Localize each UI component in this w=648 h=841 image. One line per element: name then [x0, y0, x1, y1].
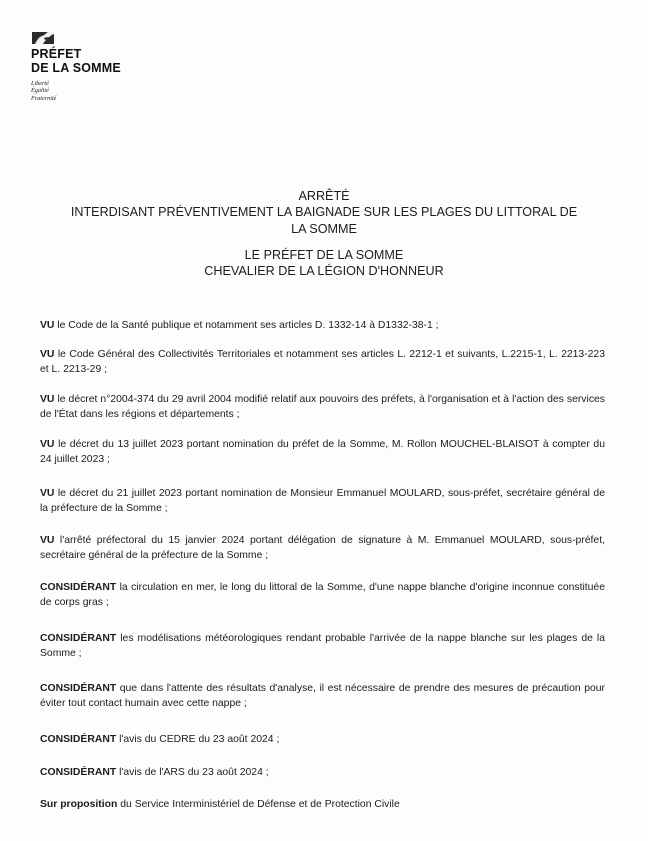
- clause-keyword: VU: [40, 535, 55, 546]
- title-arrete: ARRÊTÉ: [298, 189, 350, 203]
- clause-considerant-modelisations: [40, 631, 605, 661]
- clause-keyword: VU: [40, 320, 55, 331]
- clause-vu-nomination-prefet: [40, 437, 605, 467]
- clause-text: l'avis du CEDRE du 23 août 2024 ;: [116, 734, 280, 745]
- clause-considerant-precaution: [40, 681, 605, 711]
- clause-vu-nomination-sous-prefet: [40, 486, 605, 516]
- clause-text: le décret n°2004-374 du 29 avril 2004 modifié relatif aux pouvoirs des préfets, à l'organisation et à l'action des services de l'État dans les régions et départements ;: [40, 394, 605, 421]
- clause-text: du Service Interministériel de Défense et de Protection Civile: [117, 799, 400, 810]
- clause-keyword: VU: [40, 349, 55, 360]
- prefet-line-2: DE LA SOMME: [31, 61, 121, 75]
- clause-keyword: CONSIDÉRANT: [40, 582, 117, 593]
- title-subject-line-1: INTERDISANT PRÉVENTIVEMENT LA BAIGNADE SUR LES PLAGES DU LITTORAL DE: [70, 205, 578, 220]
- clause-vu-decret-2004: [40, 392, 605, 422]
- clause-vu-delegation-signature: [40, 533, 605, 563]
- title-subject-line-2: LA SOMME: [291, 221, 357, 236]
- clause-keyword: VU: [40, 439, 55, 450]
- title-prefet: LE PRÉFET DE LA SOMME: [244, 247, 404, 262]
- republic-motto: [31, 80, 171, 102]
- prefet-line-1: PRÉFET: [31, 47, 82, 61]
- clause-text: l'avis de l'ARS du 23 août 2024 ;: [116, 767, 269, 778]
- clause-keyword: CONSIDÉRANT: [40, 767, 117, 778]
- clause-considerant-cedre: [40, 732, 605, 747]
- letterhead: [31, 32, 171, 102]
- clause-vu-cgct: [40, 347, 605, 377]
- clause-keyword: VU: [40, 394, 55, 405]
- clause-text: que dans l'attente des résultats d'analyse, il est nécessaire de prendre des mesures de précaution pour éviter tout contact humain avec cette nappe ;: [40, 683, 605, 710]
- title-legion-honneur: CHEVALIER DE LA LÉGION D'HONNEUR: [204, 264, 444, 279]
- clause-text: le Code de la Santé publique et notamment ses articles D. 1332-14 à D1332-38-1 ;: [54, 320, 439, 331]
- clause-keyword: CONSIDÉRANT: [40, 734, 117, 745]
- clause-text: les modélisations météorologiques rendant probable l'arrivée de la nappe blanche sur les plages de la Somme ;: [40, 633, 605, 660]
- clause-considerant-nappe: [40, 580, 605, 610]
- marianne-logo-icon: [32, 32, 54, 44]
- prefecture-name: [31, 47, 171, 75]
- clause-text: la circulation en mer, le long du littoral de la Somme, d'une nappe blanche d'origine inconnue constituée de corps gras ;: [40, 582, 605, 609]
- clause-text: l'arrêté préfectoral du 15 janvier 2024 portant délégation de signature à M. Emmanuel MOULARD, sous-préfet, secrétaire général de la préfecture de la Somme ;: [40, 535, 605, 562]
- clause-keyword: VU: [40, 488, 55, 499]
- clause-text: le décret du 21 juillet 2023 portant nomination de Monsieur Emmanuel MOULARD, sous-préfet, secrétaire général de la préfecture de la Somme ;: [40, 488, 605, 515]
- decree-title: [0, 188, 648, 279]
- motto-liberte: Liberté: [31, 80, 49, 87]
- clause-text: le décret du 13 juillet 2023 portant nomination du préfet de la Somme, M. Rollon MOUCHEL-BLAISOT à compter du 24 juillet 2023 ;: [40, 439, 605, 466]
- clause-keyword: CONSIDÉRANT: [40, 633, 117, 644]
- motto-egalite: Égalité: [31, 87, 49, 95]
- clause-keyword: Sur proposition: [40, 799, 118, 810]
- clause-considerant-ars: [40, 765, 605, 780]
- motto-fraternite: Fraternité: [31, 94, 57, 102]
- clause-sur-proposition: [40, 797, 605, 812]
- clause-text: le Code Général des Collectivités Territoriales et notamment ses articles L. 2212-1 et suivants, L.2215-1, L. 2213-223 et L. 2213-29 ;: [40, 349, 605, 376]
- clause-vu-sante-publique: [40, 318, 605, 333]
- clause-keyword: CONSIDÉRANT: [40, 683, 117, 694]
